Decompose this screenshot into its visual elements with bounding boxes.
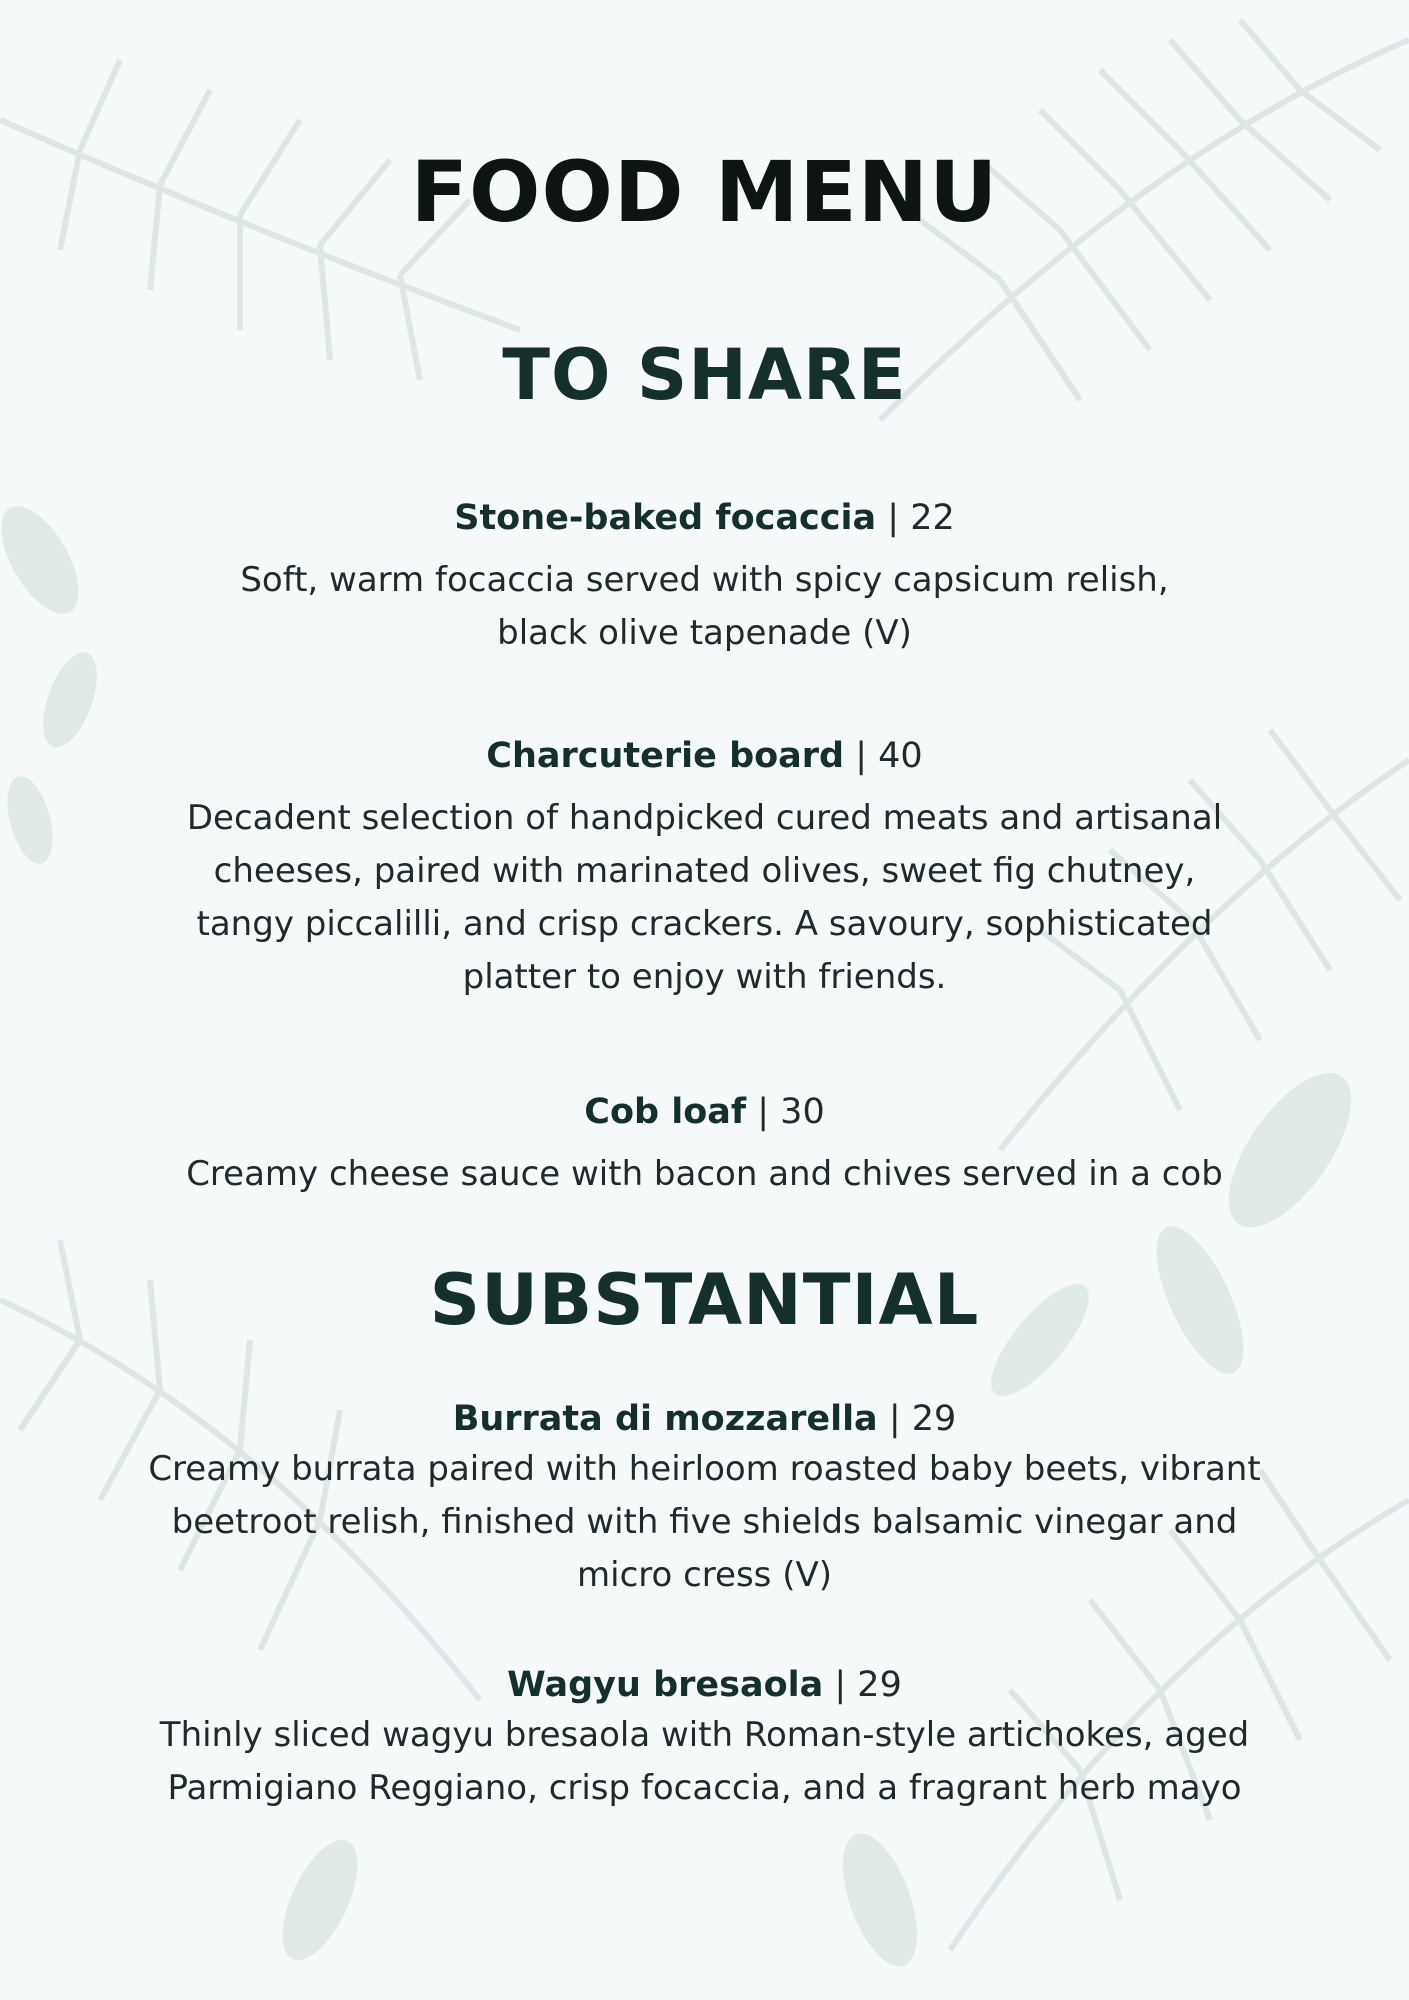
- description-line: Creamy cheese sauce with bacon and chives served in a cob: [186, 1154, 1223, 1194]
- description-line: Soft, warm focaccia served with spicy capsicum relish,: [240, 560, 1169, 600]
- description-line: Parmigiano Reggiano, crisp focaccia, and a fragrant herb mayo: [167, 1768, 1242, 1808]
- menu-item-header: [100, 1395, 1309, 1443]
- menu-item-name: Stone-baked focaccia: [454, 498, 877, 538]
- description-line: platter to enjoy with friends.: [462, 957, 947, 997]
- description-line: tangy piccalilli, and crisp crackers. A savoury, sophisticated: [196, 904, 1213, 944]
- menu-item-header: [100, 1088, 1309, 1136]
- menu-item-description: [100, 792, 1309, 1004]
- menu-item-description: [100, 1709, 1309, 1815]
- menu-item-header: [100, 1661, 1309, 1709]
- menu-item-price: | 30: [757, 1092, 825, 1132]
- menu-title: FOOD MENU: [410, 143, 999, 241]
- section-heading-substantial: SUBSTANTIAL: [429, 1259, 980, 1341]
- description-line: Decadent selection of handpicked cured meats and artisanal: [186, 798, 1223, 838]
- menu-item-name: Charcuterie board: [486, 736, 845, 776]
- menu-item-header: [100, 732, 1309, 780]
- description-line: cheeses, paired with marinated olives, sweet fig chutney,: [213, 851, 1196, 891]
- description-line: Thinly sliced wagyu bresaola with Roman-style artichokes, aged: [159, 1715, 1250, 1755]
- menu-item-stone-baked-focaccia: [100, 494, 1309, 660]
- menu-item-description: [100, 554, 1309, 660]
- menu-item-name: Cob loaf: [584, 1092, 747, 1132]
- description-line: black olive tapenade (V): [497, 613, 912, 653]
- menu-item-price: | 40: [855, 736, 923, 776]
- description-line: beetroot relish, finished with five shields balsamic vinegar and: [171, 1502, 1238, 1542]
- menu-item-description: [100, 1148, 1309, 1201]
- section-heading-to-share: TO SHARE: [502, 334, 907, 416]
- description-line: Creamy burrata paired with heirloom roasted baby beets, vibrant: [148, 1449, 1261, 1489]
- menu-item-wagyu-bresaola: [100, 1661, 1309, 1815]
- menu-item-header: [100, 494, 1309, 542]
- menu-item-name: Burrata di mozzarella: [452, 1399, 878, 1439]
- menu-item-name: Wagyu bresaola: [507, 1665, 824, 1705]
- menu-item-price: | 22: [887, 498, 955, 538]
- menu-item-description: [100, 1443, 1309, 1602]
- menu-item-cob-loaf: [100, 1088, 1309, 1201]
- menu-item-charcuterie-board: [100, 732, 1309, 1004]
- menu-item-burrata-di-mozzarella: [100, 1395, 1309, 1602]
- description-line: micro cress (V): [577, 1555, 832, 1595]
- menu-item-price: | 29: [834, 1665, 902, 1705]
- menu-item-price: | 29: [888, 1399, 957, 1439]
